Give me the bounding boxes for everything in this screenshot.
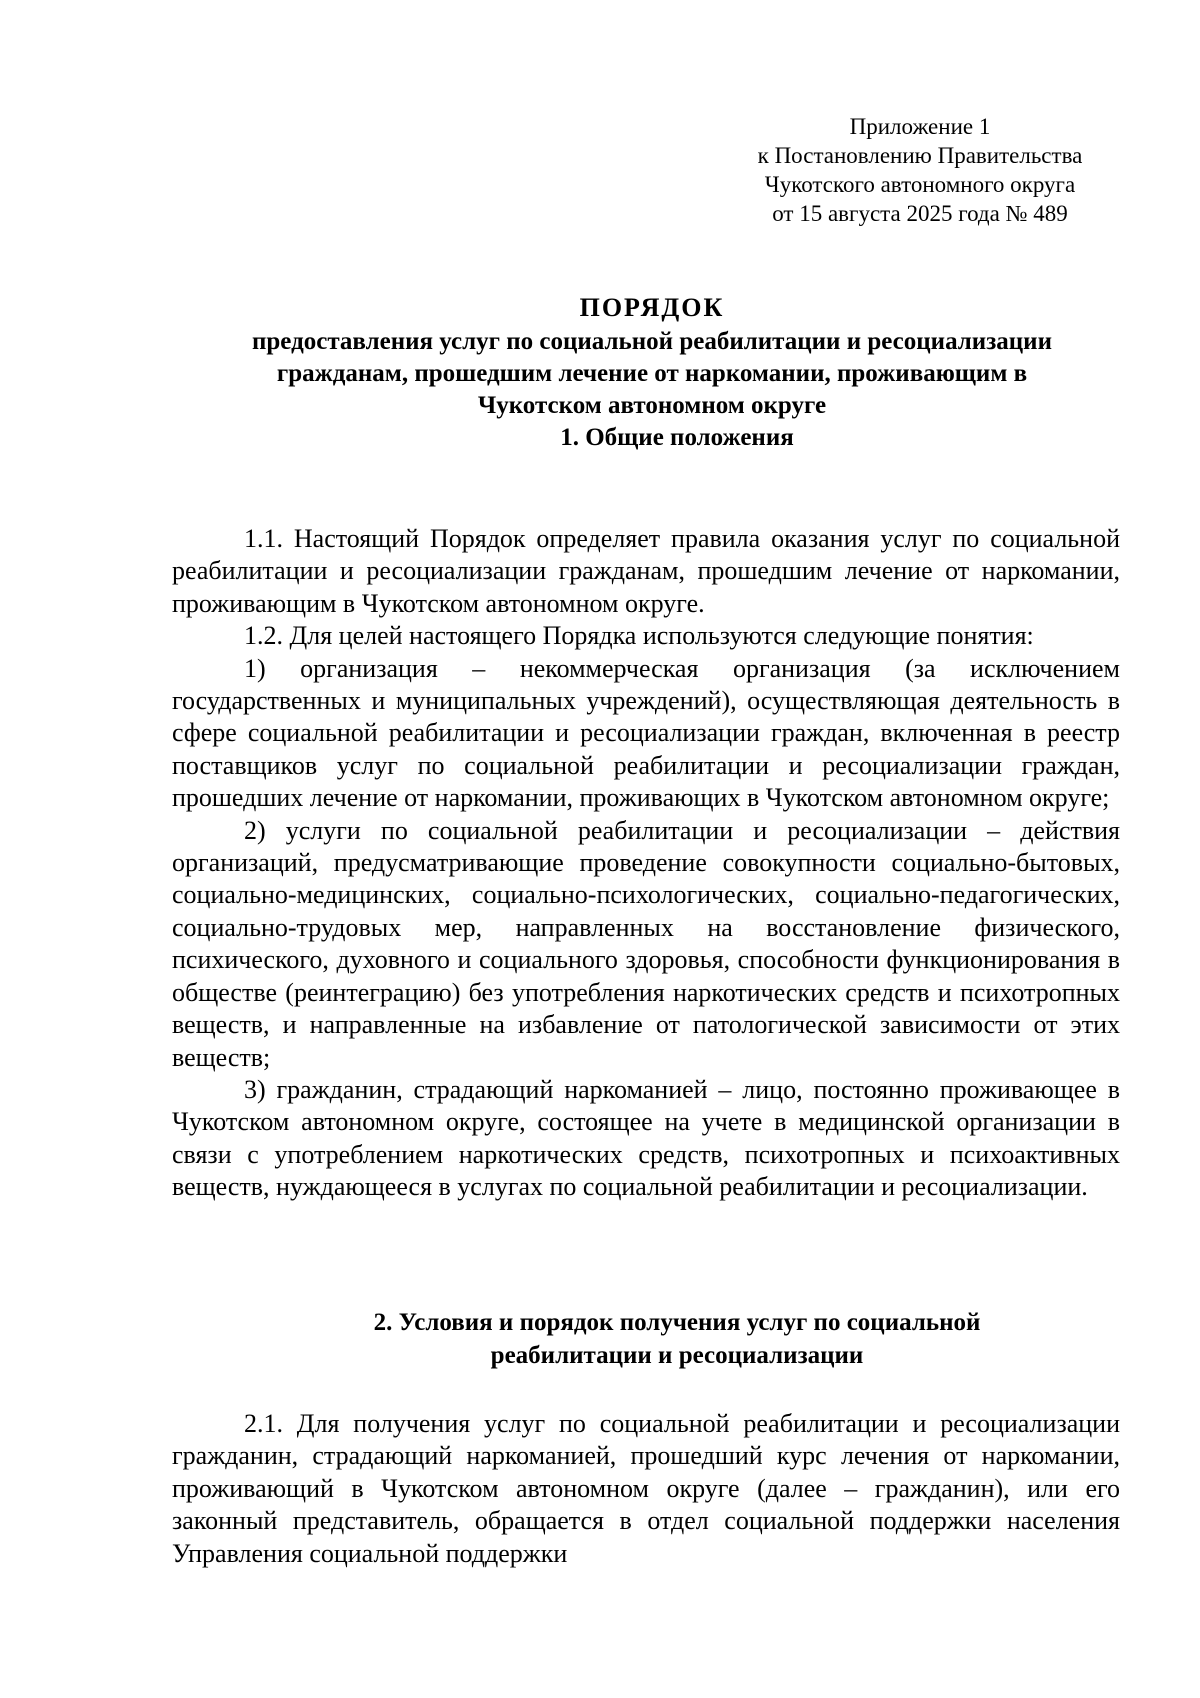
paragraph-1-1: 1.1. Настоящий Порядок определяет правила оказания услуг по социальной реабилитации и ресоциализации гражданам, прошедшим лечение от наркомании, проживающим в Чукотском автономном округе. [172, 524, 1120, 618]
document-title-block [172, 290, 1132, 422]
appendix-line: Приложение 1 [849, 114, 991, 139]
section-1-heading-text: 1. Общие положения [560, 424, 794, 451]
section-1-heading [172, 421, 1182, 454]
section-2-heading [172, 1306, 1182, 1372]
paragraph-1-2: 1.2. Для целей настоящего Порядка используются следующие понятия: [244, 621, 1034, 651]
definition-3: 3) гражданин, страдающий наркоманией – лицо, постоянно проживающее в Чукотском автономном округе, состоящее на учете в медицинской организации в связи с употреблением наркотических средств, психотропных и психоактивных веществ, нуждающееся в услугах по социальной реабилитации и ресоциализации. [172, 1074, 1120, 1202]
appendix-line: от 15 августа 2025 года № 489 [772, 201, 1068, 226]
section-1-body [172, 523, 1120, 1204]
document-title: ПОРЯДОК [579, 293, 725, 322]
document-subtitle [172, 326, 1132, 422]
subtitle-line: предоставления услуг по социальной реабилитации и ресоциализации [252, 328, 1052, 355]
section-2-body [172, 1408, 1120, 1570]
section-2-heading-line: 2. Условия и порядок получения услуг по социальной [373, 1309, 981, 1336]
paragraph-2-1: 2.1. Для получения услуг по социальной реабилитации и ресоциализации гражданин, страдающий наркоманией, прошедший курс лечения от наркомании, проживающий в Чукотском автономном округе (далее – гражданин), или его законный представитель, обращается в отдел социальной поддержки населения Управления социальной поддержки [172, 1409, 1120, 1568]
subtitle-line: гражданам, прошедшим лечение от наркомании, проживающим в [276, 360, 1028, 387]
subtitle-line: Чукотском автономном округе [477, 392, 827, 419]
appendix-line: Чукотского автономного округа [764, 172, 1076, 197]
section-2-heading-line: реабилитации и ресоциализации [490, 1342, 864, 1369]
definition-1: 1) организация – некоммерческая организация (за исключением государственных и муниципальных учреждений), осуществляющая деятельность в сфере социальной реабилитации и ресоциализации граждан, включенная в реестр поставщиков услуг по социальной реабилитации и ресоциализации граждан, прошедших лечение от наркомании, проживающих в Чукотском автономном округе; [172, 653, 1120, 813]
appendix-reference [720, 112, 1120, 228]
appendix-line: к Постановлению Правительства [757, 143, 1083, 168]
definition-2: 2) услуги по социальной реабилитации и ресоциализации – действия организаций, предусматривающие проведение совокупности социально-бытовых, социально-медицинских, социально-психологических, социально-педагогических, социально-трудовых мер, направленных на восстановление физического, психического, духовного и социального здоровья, способности функционирования в обществе (реинтеграцию) без употребления наркотических средств и психотропных веществ, и направленные на избавление от патологической зависимости от этих веществ; [172, 815, 1120, 1072]
